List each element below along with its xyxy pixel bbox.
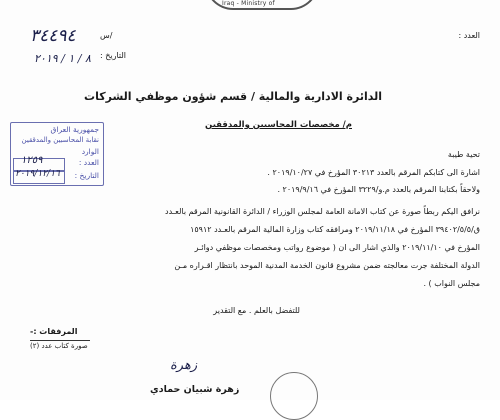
attachments-label: المرفقات :- (30, 327, 78, 336)
stamp-country: جمهورية العراق (50, 125, 99, 134)
greeting: تحية طيبة (447, 150, 480, 159)
attachments-item: صورة كتاب عدد (٢) (30, 342, 88, 350)
handwritten-date: ٨ / ١ / ٢٠١٩ (34, 52, 91, 65)
logo-text: Iraq - Ministry of (222, 0, 275, 7)
paragraph-line-3: المؤرخ في ٢٠١٩/١١/١٠ والذي اشار الى ان ( موضوع رواتب ومخصصات موظفي دوائـر (194, 243, 480, 252)
paragraph-line-4: الدولة المختلفة جرت معالجته ضمن مشروع قانون الخدمة المدنية الموحد بانتظار اقـراره مـن (174, 261, 480, 270)
stamp-number-label: العدد : (78, 158, 99, 167)
official-seal (270, 372, 318, 420)
stamp-date-label: التاريخ : (74, 171, 99, 180)
reference-line-1: اشارة الى كتابكم المرقم بالعدد ٣٠٢١٣ المؤرخ في ٢٠١٩/١٠/٢٧ . (267, 168, 480, 177)
number-prefix: س/ (100, 31, 113, 40)
handwritten-number: ٣٤٤٩٤ (30, 26, 76, 46)
closing-line: للتفضل بالعلم . مع التقدير (213, 306, 300, 315)
received-stamp (10, 122, 104, 186)
number-label: العدد : (458, 31, 480, 40)
handwritten-signature: زهرة (170, 358, 198, 373)
stamp-number-value: ١٢٥٩ (21, 155, 43, 166)
reference-line-2: ولاحقاً بكتابنا المرقم بالعدد م.و/٣٢٢٩ المؤرخ في ٢٠١٩/٩/١٦ . (277, 185, 480, 194)
paragraph-line-5: مجلس النواب ) . (423, 279, 480, 288)
stamp-date-value: ٢٠١٩/١٢/١٦ (15, 169, 60, 179)
stamp-syndicate: نقابة المحاسبين والمدققين (21, 136, 99, 144)
date-label: التاريخ : (100, 51, 127, 60)
paragraph-line-1: نرافق اليكم ربطاً صورة عن كتاب الامانة العامة لمجلس الوزراء / الدائرة القانونية المرقم بالعـدد (165, 207, 480, 216)
department-title: الدائرة الادارية والمالية / قسم شؤون موظفي الشركات (84, 90, 382, 103)
paragraph-line-2: ق/٣٩٤٠٢/٥/٥ المؤرخ في ٢٠١٩/١١/١٨ ومرافقه كتاب وزارة المالية المرقم بالعـدد ١٥٩١٢ (190, 225, 480, 234)
attachments-underline (30, 340, 90, 341)
stamp-incoming: الوارد (81, 147, 99, 156)
signatory-name: زهرة شبيان حمادي (150, 384, 240, 395)
subject-line: م/ مخصصات المحاسبين والمدققين (205, 120, 352, 130)
